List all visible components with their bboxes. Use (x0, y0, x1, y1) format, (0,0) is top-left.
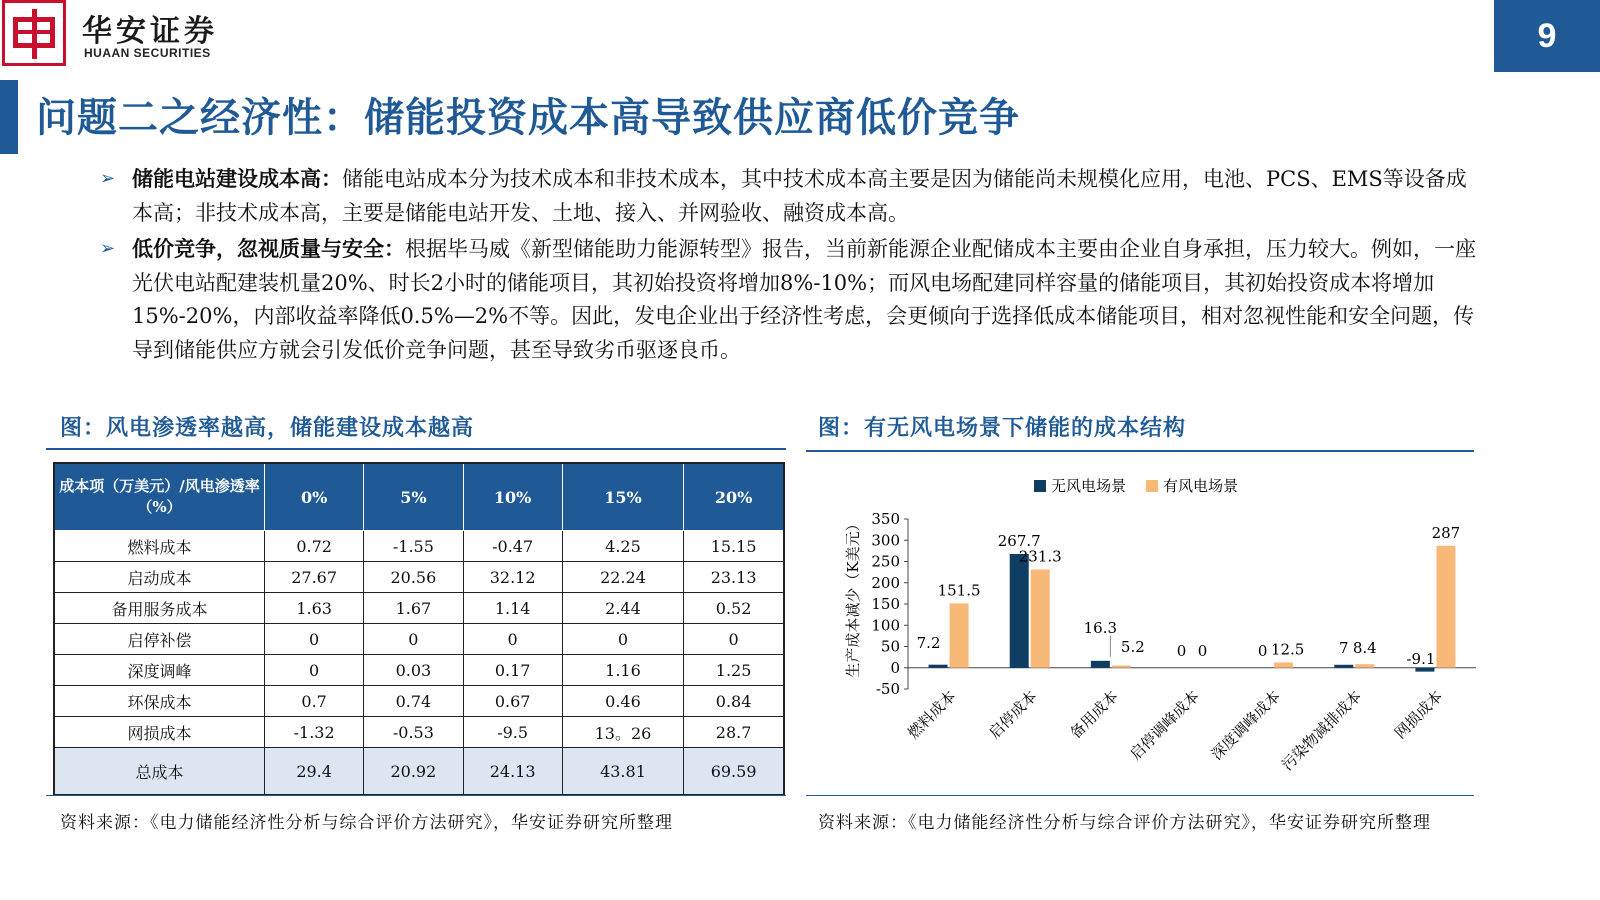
data-label: 8.4 (1352, 638, 1377, 657)
left-figure-title: 图：风电渗透率越高，储能建设成本越高 (60, 415, 475, 441)
table-cell: 0.17 (463, 655, 562, 686)
y-tick-label: 100 (871, 616, 900, 635)
table-cell: 2.44 (562, 593, 683, 624)
left-source-rule (46, 795, 786, 796)
data-label: 7.2 (916, 633, 941, 652)
data-label: 7 (1339, 638, 1349, 657)
y-tick-label: 50 (880, 637, 900, 656)
data-label: 0 (1176, 641, 1187, 660)
table-cell: 20.56 (364, 562, 463, 593)
chart-category-labels (904, 687, 1446, 774)
table-cell: 28.7 (684, 717, 784, 748)
cost-structure-chart (806, 460, 1486, 790)
table-cell: 13。26 (562, 717, 683, 748)
table-cell: 1.14 (463, 593, 562, 624)
table-cell: 启停补偿 (54, 624, 265, 655)
table-cell: 23.13 (684, 562, 784, 593)
bar (929, 665, 948, 668)
table-header-cell: 15% (562, 463, 683, 531)
table-cell: 1.16 (562, 655, 683, 686)
data-label: 16.3 (1083, 618, 1118, 637)
table-cell: 0 (265, 624, 364, 655)
table-cell: 0 (684, 624, 784, 655)
data-label: 151.5 (937, 581, 981, 600)
table-cell: -0.47 (463, 531, 562, 562)
chart-legend (1034, 477, 1238, 495)
table-row (54, 717, 784, 748)
table-cell: 1.63 (265, 593, 364, 624)
bar (1334, 665, 1353, 668)
category-label: 燃料成本 (904, 687, 960, 743)
left-source-note: 资料来源：《电力储能经济性分析与综合评价方法研究》，华安证券研究所整理 (60, 813, 673, 833)
page-number: 9 (1494, 0, 1600, 72)
table-total-row (54, 748, 784, 796)
table-row (54, 593, 784, 624)
bullet-text: 根据毕马威《新型储能助力能源转型》报告，当前新能源企业配储成本主要由企业自身承担，压力较大。例如，一座光伏电站配建装机量20%、时长2小时的储能项目，其初始投资将增加8%-10%；而风电场配建同样容量的储能项目，其初始投资成本将增加15%-20%，内部收益率降低0.5%—2%不等。因此，发电企业出于经济性考虑，会更倾向于选择低成本储能项目，相对忽视性能和安全问题，传导到储能供应方就会引发低价竞争问题，甚至导致劣币驱逐良币。 (132, 237, 1476, 362)
bar (1355, 664, 1374, 668)
bar (1010, 554, 1029, 668)
table-cell: 燃料成本 (54, 531, 265, 562)
arrow-bullet-icon: ➢ (100, 238, 116, 259)
table-row (54, 655, 784, 686)
bullet-lead: 储能电站建设成本高： (132, 166, 342, 191)
right-source-note: 资料来源：《电力储能经济性分析与综合评价方法研究》，华安证券研究所整理 (818, 813, 1431, 833)
bullet-lead: 低价竞争，忽视质量与安全： (132, 236, 405, 261)
data-label: 287 (1431, 523, 1461, 542)
data-label: 0 (1257, 641, 1268, 660)
logo-mark (2, 0, 66, 66)
table-header-cell: 0% (265, 463, 364, 531)
table-row (54, 686, 784, 717)
data-label: 267.7 (997, 531, 1041, 550)
data-label: 5.2 (1120, 637, 1145, 656)
table-cell: 0.72 (265, 531, 364, 562)
table-row (54, 562, 784, 593)
bullet-item (100, 232, 1480, 367)
table-cell: 69.59 (684, 748, 784, 796)
data-label: 231.3 (1018, 547, 1062, 566)
table-cell: 深度调峰 (54, 655, 265, 686)
data-label: -9.1 (1406, 649, 1436, 668)
page-title: 问题二之经济性：储能投资成本高导致供应商低价竞争 (36, 94, 1020, 141)
table-cell: 0.74 (364, 686, 463, 717)
category-label: 启停调峰成本 (1126, 687, 1203, 764)
table-cell: 22.24 (562, 562, 683, 593)
cost-table (53, 462, 785, 796)
table-row (54, 624, 784, 655)
legend-label: 有风电场景 (1163, 477, 1239, 495)
bar (1274, 662, 1293, 667)
table-cell: 0.03 (364, 655, 463, 686)
bullet-text: 储能电站成本分为技术成本和非技术成本，其中技术成本高主要是因为储能尚未规模化应用，电池、PCS、EMS等设备成本高；非技术成本高，主要是储能电站开发、土地、接入、并网验收、融资成本高。 (132, 167, 1467, 225)
category-label: 备用成本 (1066, 687, 1122, 743)
right-figure-rule (806, 450, 1474, 452)
table-cell: -9.5 (463, 717, 562, 748)
y-tick-label: 250 (871, 552, 900, 571)
data-label: 12.5 (1270, 640, 1305, 659)
brand-name-cn: 华安证券 (82, 14, 218, 49)
table-cell: 0.67 (463, 686, 562, 717)
table-cell: -1.32 (265, 717, 364, 748)
table-header-cell: 5% (364, 463, 463, 531)
table-cell: 24.13 (463, 748, 562, 796)
table-cell: 环保成本 (54, 686, 265, 717)
bullet-item (100, 162, 1480, 230)
bar (1415, 668, 1434, 672)
table-cell: 29.4 (265, 748, 364, 796)
table-cell: 20.92 (364, 748, 463, 796)
table-cell: 0.84 (684, 686, 784, 717)
y-tick-label: -50 (875, 680, 900, 698)
table-cell: 0 (265, 655, 364, 686)
bar (1091, 661, 1110, 668)
bullet-list (100, 162, 1480, 369)
table-cell: 43.81 (562, 748, 683, 796)
table-cell: 备用服务成本 (54, 593, 265, 624)
right-source-rule (806, 795, 1474, 796)
table-cell: 15.15 (684, 531, 784, 562)
bar (950, 603, 969, 667)
chart-data-labels (917, 524, 1461, 668)
category-label: 启停成本 (985, 687, 1041, 743)
table-header-row (54, 463, 784, 531)
table-cell: 0 (463, 624, 562, 655)
bar (1436, 546, 1455, 668)
y-tick-label: 150 (871, 595, 900, 613)
brand-name-en: HUAAN SECURITIES (84, 46, 211, 60)
title-accent-bar (0, 80, 18, 154)
legend-swatch (1146, 480, 1158, 492)
data-label: 0 (1197, 641, 1208, 660)
table-header-cell: 成本项（万美元）/风电渗透率（%） (54, 463, 265, 531)
table-cell: 32.12 (463, 562, 562, 593)
y-tick-label: 350 (871, 510, 900, 528)
table-cell: 1.67 (364, 593, 463, 624)
table-cell: 0 (364, 624, 463, 655)
table-cell: -1.55 (364, 531, 463, 562)
table-cell: -0.53 (364, 717, 463, 748)
y-tick-label: 300 (871, 531, 900, 550)
legend-label: 无风电场景 (1051, 477, 1127, 495)
legend-swatch (1034, 480, 1046, 492)
table-cell: 网损成本 (54, 717, 265, 748)
y-axis-label: 生产成本减少（K美元） (844, 516, 862, 678)
table-header-cell: 10% (463, 463, 562, 531)
table-cell: 0.52 (684, 593, 784, 624)
table-row (54, 531, 784, 562)
right-figure-title: 图：有无风电场景下储能的成本结构 (818, 415, 1187, 441)
table-cell: 0.7 (265, 686, 364, 717)
y-tick-label: 0 (890, 658, 900, 677)
table-header-cell: 20% (684, 463, 784, 531)
table-cell: 总成本 (54, 748, 265, 796)
category-label: 深度调峰成本 (1207, 687, 1284, 764)
table-cell: 0.46 (562, 686, 683, 717)
left-figure-rule (46, 448, 786, 450)
y-tick-label: 200 (871, 573, 900, 592)
table-cell: 27.67 (265, 562, 364, 593)
category-label: 网损成本 (1391, 687, 1447, 743)
category-label: 污染物减排成本 (1278, 687, 1366, 775)
bar (1031, 569, 1050, 667)
table-cell: 启动成本 (54, 562, 265, 593)
table-cell: 4.25 (562, 531, 683, 562)
table-cell: 1.25 (684, 655, 784, 686)
table-cell: 0 (562, 624, 683, 655)
bar (1112, 666, 1131, 668)
arrow-bullet-icon: ➢ (100, 168, 116, 189)
